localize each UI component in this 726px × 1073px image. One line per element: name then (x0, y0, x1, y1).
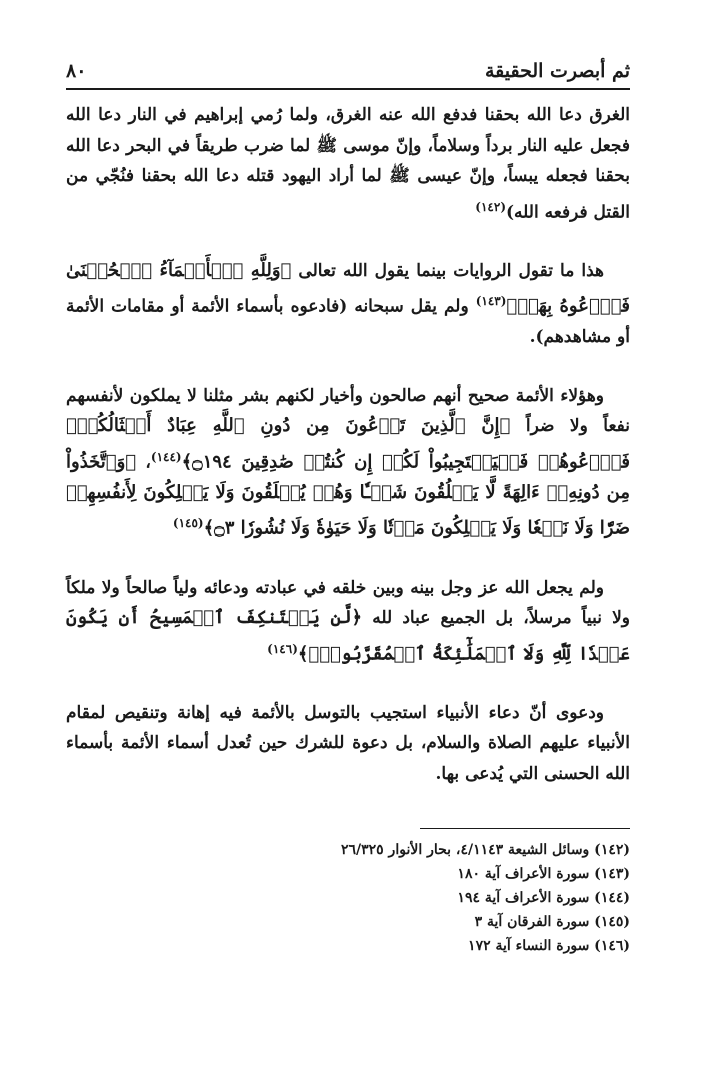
paragraph-text: الغرق دعا الله بحقنا فدفع الله عنه الغرق، ولما رُمي إبراهيم في النار دعا الله فجعل عليه النار برداً وسلاماً، وإنّ موسى ﷺ لما ضرب طريقاً في البحر دعا الله بحقنا فجعله يبساً، وإنّ عيسى ﷺ لما أراد اليهود قتله دعا الله بحقنا فنُجّي من القتل فرفعه الله) (66, 105, 630, 223)
footnote-ref-142: (١٤٢) (475, 199, 507, 214)
footnote-142: (١٤٢) وسائل الشيعة ٤/١١٤٣، بحار الأنوار ٢٦/٣٢٥ (340, 842, 630, 858)
footnote-145: (١٤٥) سورة الفرقان آية ٣ (474, 914, 630, 930)
footnote-ref-146: (١٤٦) (267, 641, 298, 656)
paragraph-text: ودعوى أنّ دعاء الأنبياء استجيب بالتوسل بالأئمة فيه إهانة وتنقيص لمقام الأنبياء عليهم الصلاة والسلام، بل دعوة للشرك حين تُعدل أسماء الأئمة بأسماء الله الحسنى التي يُدعى بها. (66, 702, 630, 784)
quran-verse: ﴿لَّن يَسۡتَنكِفَ ٱلۡمَسِيحُ أَن يَكُونَ عَبۡدٗا لِّلَّهِ وَلَا ٱلۡمَلَٰٓئِكَةُ ٱلۡمُقَرَّبُونَۚ﴾ (66, 607, 630, 665)
footnote-ref-143: (١٤٣) (475, 294, 507, 309)
page-body (66, 100, 630, 817)
running-title: ثم أبصرت الحقيقة (484, 60, 630, 82)
page-header (66, 58, 630, 84)
footnote-143: (١٤٣) سورة الأعراف آية ١٨٠ (457, 866, 630, 882)
paragraph-text: وهؤلاء الأئمة صحيح أنهم صالحون وأخيار لكنهم بشر مثلنا لا يملكون لأنفسهم نفعاً ولا ضراً (66, 385, 631, 437)
footnote-ref-144: (١٤٤) (150, 449, 182, 464)
footnote-144: (١٤٤) سورة الأعراف آية ١٩٤ (457, 890, 630, 906)
footnote-146: (١٤٦) سورة النساء آية ١٧٢ (468, 938, 630, 954)
quran-verse: ﴿إِنَّ ٱلَّذِينَ تَدۡعُونَ مِن دُونِ ٱللَّهِ عِبَادٌ أَمۡثَالُكُمۡۖ فَٱدۡعُوهُمۡ فَلۡيَسۡتَجِيبُواْ لَكُمۡ إِن كُنتُمۡ صَٰدِقِينَ ۝١٩٤﴾ (66, 415, 630, 473)
paragraph-text: ولم يجعل الله عز وجل بينه وبين خلقه في عبادته ودعائه ولياً صالحاً ولا ملكاً ولا نبياً مرسلاً، بل الجميع عباد لله (66, 577, 630, 629)
page-number: ٨٠ (66, 60, 87, 82)
paragraph-3: وهؤلاء الأئمة صحيح أنهم صالحون وأخيار لكنهم بشر مثلنا لا يملكون لأنفسهم نفعاً ولا ضراً ﴿إِنَّ ٱلَّذِينَ تَدۡعُونَ مِن دُونِ ٱللَّهِ عِبَادٌ أَمۡثَالُكُمۡۖ فَٱدۡعُوهُمۡ فَلۡيَسۡتَجِيبُواْ لَكُمۡ إِن كُنتُمۡ صَٰدِقِينَ ۝١٩٤﴾$^{(١٤٤)}$، ﴿وَٱتَّخَذُواْ مِن دُونِهِۦٓ ءَالِهَةً لَّا يَخۡلُقُونَ شَيۡـٔٗا وَهُمۡ يُخۡلَقُونَ وَلَا يَمۡلِكُونَ لِأَنفُسِهِمۡ ضَرّٗا وَلَا نَفۡعٗا وَلَا يَمۡلِكُونَ مَوۡتٗا وَلَا حَيَوٰةٗ وَلَا نُشُورٗا ۝٣﴾$^{(١٤٥)}$ (66, 385, 631, 540)
quran-verse: ﴿وَٱتَّخَذُواْ مِن دُونِهِۦٓ ءَالِهَةً لَّا يَخۡلُقُونَ شَيۡـٔٗا وَهُمۡ يُخۡلَقُونَ وَلَا يَمۡلِكُونَ لِأَنفُسِهِمۡ ضَرّٗا وَلَا نَفۡعٗا وَلَا يَمۡلِكُونَ مَوۡتٗا وَلَا حَيَوٰةٗ وَلَا نُشُورٗا ۝٣﴾ (66, 451, 630, 540)
paragraph-text: هذا ما تقول الروايات بينما يقول الله تعالى (298, 260, 604, 281)
header-rule (66, 88, 630, 90)
paragraph-1 (66, 100, 630, 228)
footnote-ref-145: (١٤٥) (172, 516, 204, 531)
paragraph-text: ولم يقل سبحانه (فادعوه بأسماء الأئمة أو مقامات الأئمة أو مشاهدهم). (66, 296, 630, 348)
footnotes (66, 838, 630, 958)
paragraph-4 (66, 573, 630, 670)
footnote-rule (420, 828, 630, 829)
paragraph-2 (66, 256, 630, 353)
paragraph-5 (66, 698, 630, 790)
quran-verse: ﴿وَلِلَّهِ ٱلۡأَسۡمَآءُ ٱلۡحُسۡنَىٰ فَٱدۡعُوهُ بِهَاۖ﴾ (66, 259, 630, 317)
